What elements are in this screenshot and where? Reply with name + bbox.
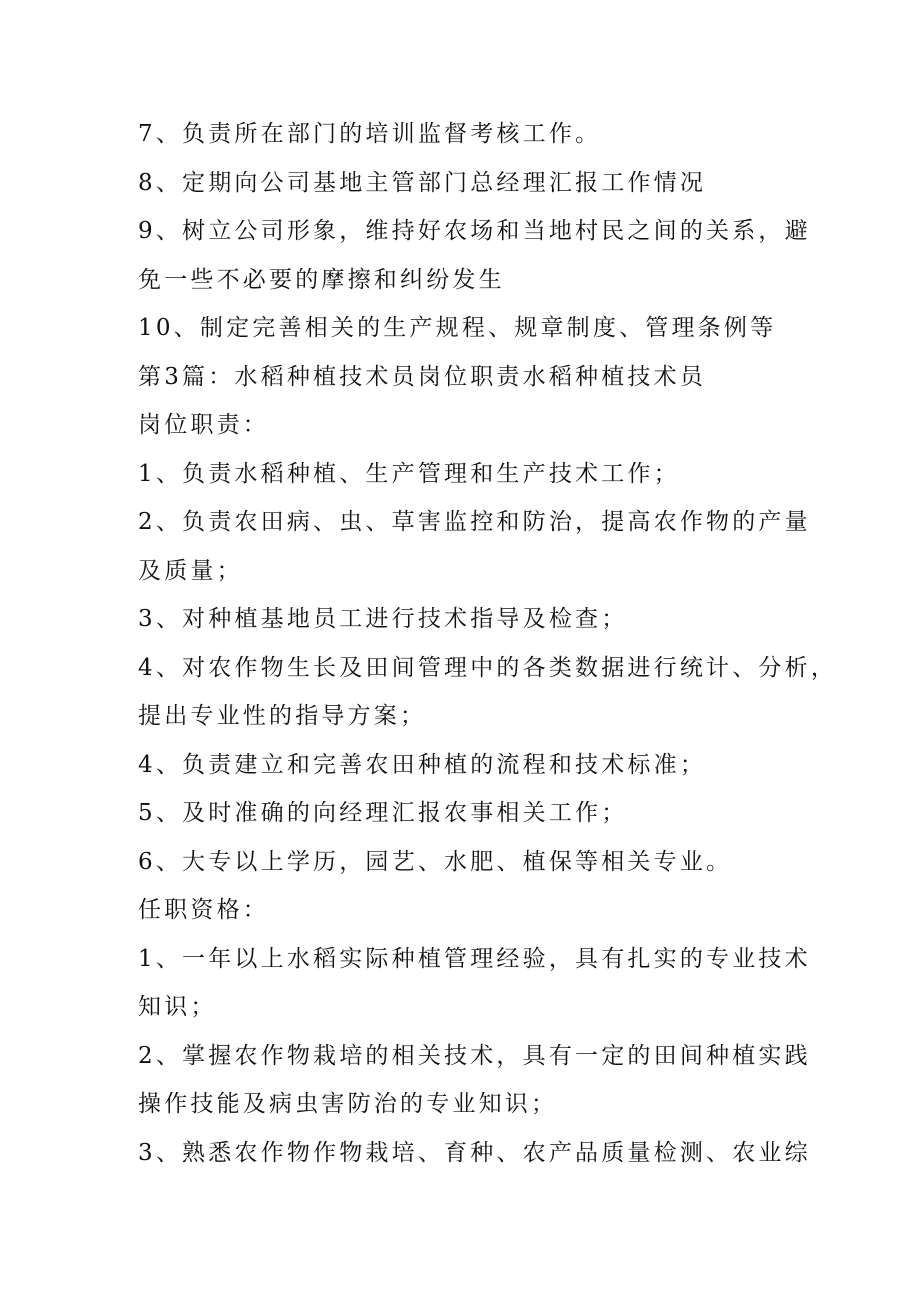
text-line: 提出专业性的指导方案；: [138, 703, 427, 729]
text-line: 9、树立公司形象，维持好农场和当地村民之间的关系，避: [138, 218, 811, 244]
text-line: 操作技能及病虫害防治的专业知识；: [138, 1091, 558, 1117]
text-line: 4、对农作物生长及田间管理中的各类数据进行统计、分析，: [138, 654, 838, 681]
subheading-duties: 岗位职责：: [138, 412, 269, 438]
section-heading: 第3篇：水稻种植技术员岗位职责水稻种植技术员: [138, 363, 707, 390]
text-line: 知识；: [138, 994, 217, 1020]
text-line: 3、熟悉农作物作物栽培、育种、农产品质量检测、农业综: [138, 1139, 811, 1166]
text-line: 及质量；: [138, 557, 243, 584]
document-body: [138, 110, 838, 1177]
subheading-qualifications: 任职资格：: [138, 897, 269, 923]
text-line: 1、一年以上水稻实际种植管理经验，具有扎实的专业技术: [138, 945, 811, 972]
text-line: 1、负责水稻种植、生产管理和生产技术工作；: [138, 460, 680, 487]
text-line: 免一些不必要的摩擦和纠纷发生: [138, 266, 505, 293]
text-line: 2、掌握农作物栽培的相关技术，具有一定的田间种植实践: [138, 1042, 811, 1069]
text-line: 6、大专以上学历，园艺、水肥、植保等相关专业。: [138, 848, 733, 875]
text-line: 8、定期向公司基地主管部门总经理汇报工作情况: [138, 169, 707, 196]
text-line: 10、制定完善相关的生产规程、规章制度、管理条例等: [138, 315, 777, 341]
text-line: 4、负责建立和完善农田种植的流程和技术标准；: [138, 751, 707, 778]
text-line: 3、对种植基地员工进行技术指导及检查；: [138, 606, 628, 632]
text-line: 7、负责所在部门的培训监督考核工作。: [138, 121, 602, 147]
text-line: 5、及时准确的向经理汇报农事相关工作；: [138, 800, 628, 826]
text-line: 2、负责农田病、虫、草害监控和防治，提高农作物的产量: [138, 509, 811, 535]
